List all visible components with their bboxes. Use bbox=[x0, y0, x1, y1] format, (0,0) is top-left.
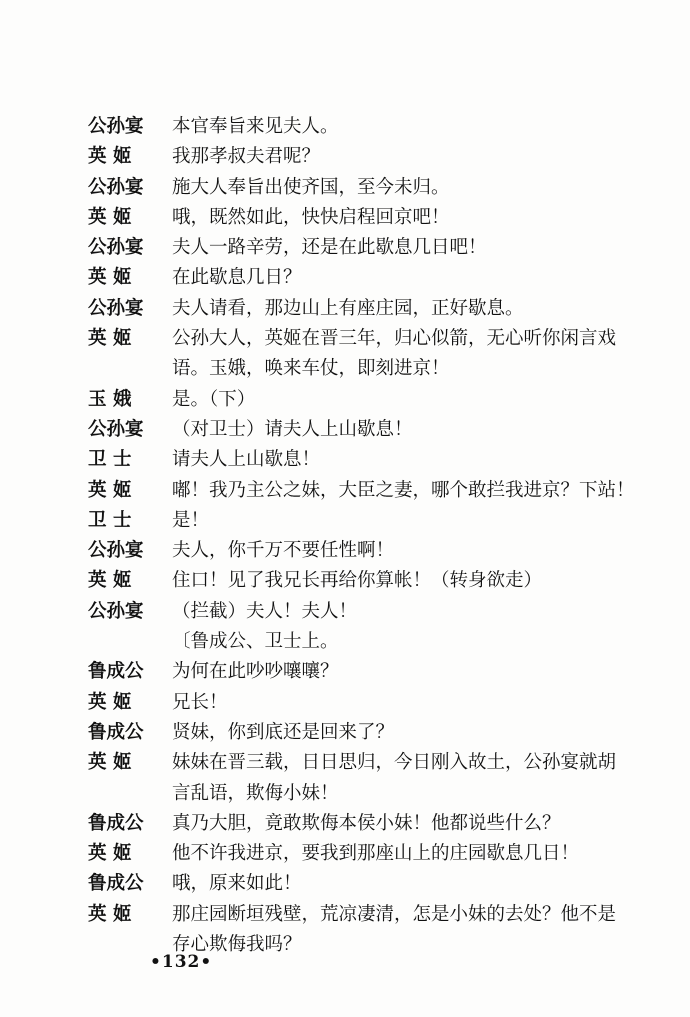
dialogue-line bbox=[88, 173, 668, 203]
speaker-name: 公孙宴 bbox=[88, 297, 144, 319]
speech-text: 住口！见了我兄长再给你算帐！（转身欲走） bbox=[172, 570, 543, 592]
speech-text: 夫人一路辛劳，还是在此歇息几日吧！ bbox=[172, 237, 487, 259]
speaker-name: 鲁成公 bbox=[88, 873, 144, 895]
speaker-name: 英 姬 bbox=[88, 903, 132, 925]
speaker-name: 鲁成公 bbox=[88, 721, 144, 743]
speech-text: 本官奉旨来见夫人。 bbox=[172, 116, 339, 137]
speech-text: 夫人请看，那边山上有座庄园，正好歇息。 bbox=[172, 297, 524, 319]
dialogue-line bbox=[88, 900, 668, 930]
speech-text: 为何在此吵吵嚷嚷？ bbox=[172, 661, 339, 683]
speaker-name: 卫 士 bbox=[88, 449, 132, 471]
speaker-name: 英 姬 bbox=[88, 146, 132, 168]
dialogue-line bbox=[88, 354, 668, 384]
speaker-name: 公孙宴 bbox=[88, 600, 144, 622]
speech-text: 哦，既然如此，快快启程回京吧！ bbox=[172, 206, 450, 228]
dialogue-line bbox=[88, 809, 668, 839]
dialogue-line bbox=[88, 203, 668, 233]
speaker-name: 鲁成公 bbox=[88, 812, 144, 834]
dialogue-line bbox=[88, 385, 668, 415]
speech-text: 那庄园断垣残壁，荒凉凄清，怎是小妹的去处？他不是 bbox=[172, 903, 617, 925]
speaker-name: 英 姬 bbox=[88, 691, 132, 713]
speaker-name: 英 姬 bbox=[88, 570, 132, 592]
speaker-name: 英 姬 bbox=[88, 843, 132, 865]
speech-text: 他不许我进京，要我到那座山上的庄园歇息几日！ bbox=[172, 843, 580, 865]
dialogue-line bbox=[88, 263, 668, 293]
speech-text: 施大人奉旨出使齐国，至今未归。 bbox=[172, 176, 450, 198]
speaker-name: 卫 士 bbox=[88, 509, 132, 531]
speaker-name: 英 姬 bbox=[88, 267, 132, 289]
dialogue-line bbox=[88, 748, 668, 778]
speaker-name: 公孙宴 bbox=[88, 176, 144, 198]
speaker-name: 公孙宴 bbox=[88, 540, 144, 562]
dialogue-line bbox=[88, 112, 668, 142]
speech-text: 嘟！我乃主公之妹，大臣之妻，哪个敢拦我进京？下站！ bbox=[172, 479, 635, 501]
speech-text: 我那孝叔夫君呢？ bbox=[172, 146, 321, 168]
dialogue-line bbox=[88, 324, 668, 354]
speech-text: 夫人，你千万不要任性啊！ bbox=[172, 540, 395, 562]
page-number-value: 132 bbox=[161, 952, 201, 972]
dialogue-line bbox=[88, 839, 668, 869]
speaker-name: 鲁成公 bbox=[88, 661, 144, 683]
speech-text: 贤妹，你到底还是回来了？ bbox=[172, 721, 395, 743]
dialogue-line bbox=[88, 566, 668, 596]
dialogue-line bbox=[88, 869, 668, 899]
dialogue-line bbox=[88, 233, 668, 263]
speech-text: （对卫士）请夫人上山歇息！ bbox=[172, 418, 413, 440]
speaker-name: 英 姬 bbox=[88, 752, 132, 774]
speech-text: 语。玉娥，唤来车仗，即刻进京！ bbox=[172, 358, 450, 380]
speech-text: 哦，原来如此！ bbox=[172, 873, 302, 895]
speech-text: （拦截）夫人！夫人！ bbox=[172, 600, 358, 622]
speech-text: 在此歇息几日？ bbox=[172, 267, 302, 289]
speaker-name: 英 姬 bbox=[88, 206, 132, 228]
dialogue-line bbox=[88, 415, 668, 445]
stage-direction bbox=[88, 627, 668, 657]
speech-text: 是！ bbox=[172, 509, 210, 531]
speaker-name: 公孙宴 bbox=[88, 418, 144, 440]
speaker-name: 英 姬 bbox=[88, 328, 132, 350]
speaker-name: 英 姬 bbox=[88, 479, 132, 501]
speech-text: 言乱语，欺侮小妹！ bbox=[172, 782, 339, 804]
speaker-name: 公孙宴 bbox=[88, 116, 144, 137]
dialogue-line bbox=[88, 476, 668, 506]
dialogue-line bbox=[88, 536, 668, 566]
dialogue-block bbox=[88, 112, 668, 960]
dialogue-line bbox=[88, 657, 668, 687]
speech-text: 兄长！ bbox=[172, 691, 228, 713]
speech-text: 存心欺侮我吗？ bbox=[172, 934, 302, 956]
page-number bbox=[150, 952, 212, 972]
dialogue-line bbox=[88, 688, 668, 718]
speech-text: 真乃大胆，竟敢欺侮本侯小妹！他都说些什么？ bbox=[172, 812, 561, 834]
speech-text: 请夫人上山歇息！ bbox=[172, 449, 321, 471]
speech-text: 妹妹在晋三载，日日思归，今日刚入故土，公孙宴就胡 bbox=[172, 752, 617, 774]
dialogue-line bbox=[88, 294, 668, 324]
dialogue-line bbox=[88, 597, 668, 627]
dialogue-line bbox=[88, 506, 668, 536]
speaker-name: 玉 娥 bbox=[88, 388, 132, 410]
speech-text: 〔鲁成公、卫士上。 bbox=[172, 631, 339, 653]
speaker-name: 公孙宴 bbox=[88, 237, 144, 259]
page-number-dot-left: • bbox=[150, 952, 162, 972]
dialogue-line bbox=[88, 779, 668, 809]
dialogue-line bbox=[88, 142, 668, 172]
dialogue-line bbox=[88, 718, 668, 748]
page-number-dot-right: • bbox=[200, 952, 213, 972]
speech-text: 是。（下） bbox=[172, 388, 256, 410]
speech-text: 公孙大人，英姬在晋三年，归心似箭，无心听你闲言戏 bbox=[172, 328, 617, 350]
dialogue-line bbox=[88, 445, 668, 475]
